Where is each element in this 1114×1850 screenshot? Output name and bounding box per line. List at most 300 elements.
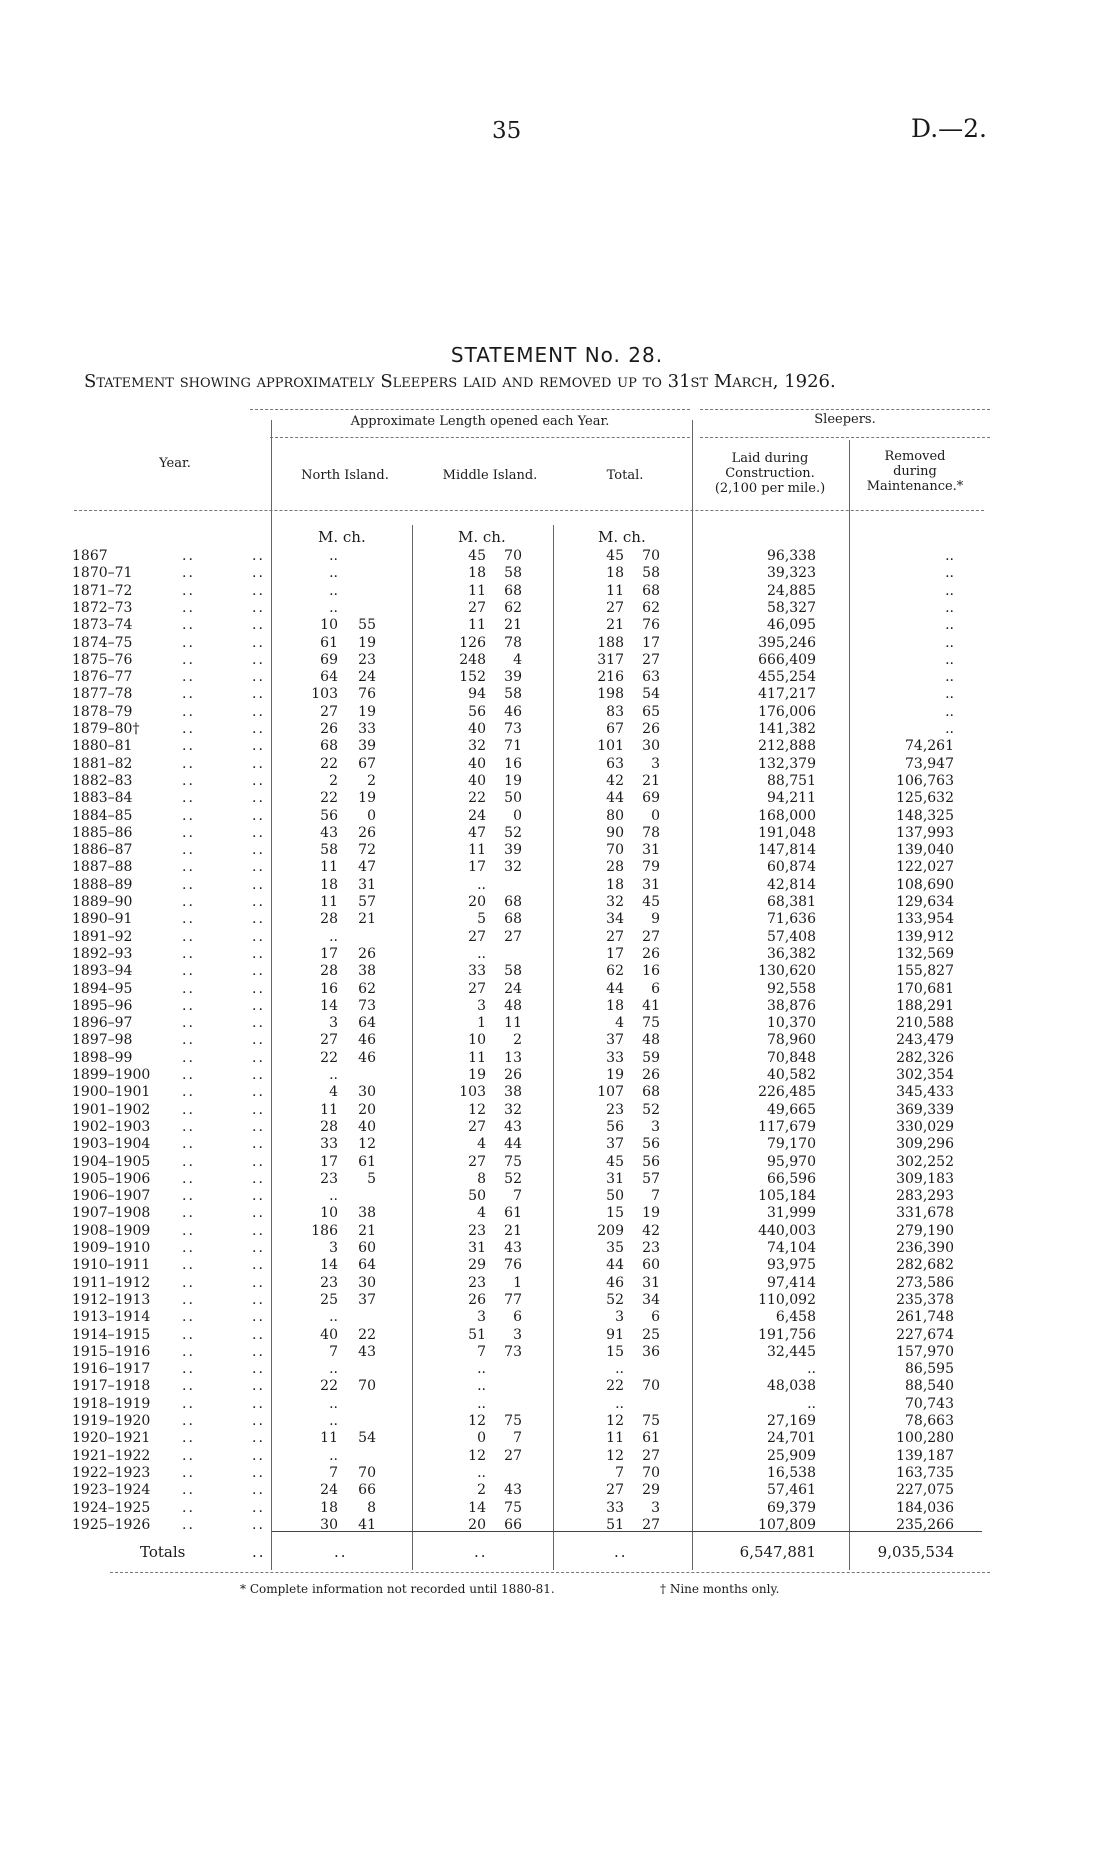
cell-tc: 7 — [651, 1188, 660, 1205]
cell-nm: 58 — [320, 842, 338, 859]
cell-laid: 226,485 — [758, 1084, 816, 1101]
cell-laid: 78,960 — [767, 1032, 816, 1049]
cell-nm: 186 — [311, 1222, 338, 1239]
leader-dots: .. — [252, 1447, 265, 1464]
leader-dots: .. — [182, 1205, 195, 1222]
cell-mm: 26 — [468, 1291, 486, 1308]
cell-rem: 137,993 — [896, 824, 954, 841]
cell-laid: 141,382 — [758, 721, 816, 737]
leader-dots: .. — [182, 997, 195, 1014]
cell-rem: 309,296 — [896, 1136, 954, 1153]
cell-nc: 23 — [358, 651, 376, 668]
cell-tc: 58 — [642, 565, 660, 582]
table-row — [0, 721, 1114, 738]
cell-year: 1885–86 — [72, 824, 133, 841]
table-row — [0, 877, 1114, 894]
cell-nc: 38 — [358, 1205, 376, 1222]
table-row — [0, 1050, 1114, 1067]
table-row — [0, 1015, 1114, 1032]
table-row — [0, 1119, 1114, 1136]
leader-dots: .. — [182, 1101, 195, 1118]
leader-dots: .. — [252, 599, 265, 616]
cell-rem: 108,690 — [896, 876, 954, 893]
leader-dots: .. — [252, 617, 265, 634]
cell-mm: 45 — [468, 548, 486, 564]
cell-mc: 75 — [504, 1413, 522, 1429]
units-total: M. ch. — [598, 528, 646, 546]
cell-tm: 27 — [606, 928, 624, 945]
cell-mc: 66 — [504, 1516, 522, 1533]
cell-tc: 79 — [642, 859, 660, 876]
cell-tc: 31 — [642, 1274, 660, 1291]
cell-laid: .. — [807, 1395, 816, 1412]
leader-dots: .. — [182, 582, 195, 599]
cell-tc: 30 — [642, 738, 660, 755]
leader-dots: .. — [252, 1240, 265, 1256]
table-row — [0, 1327, 1114, 1344]
leader-dots: .. — [182, 1291, 195, 1308]
totals-removed: 9,035,534 — [877, 1543, 954, 1561]
leader-dots: .. — [252, 669, 265, 686]
totals-middle: .. — [474, 1543, 488, 1561]
cell-laid: 117,679 — [758, 1118, 816, 1135]
table-row — [0, 1292, 1114, 1309]
cell-mc: 43 — [504, 1482, 522, 1499]
table-row — [0, 686, 1114, 703]
cell-year: 1908–1909 — [72, 1222, 151, 1239]
cell-year: 1917–1918 — [72, 1378, 151, 1395]
cell-nc: 76 — [358, 686, 376, 703]
cell-mc: 44 — [504, 1136, 522, 1153]
cell-tc: 60 — [642, 1257, 660, 1274]
cell-tm: 198 — [597, 686, 624, 703]
leader-dots: .. — [182, 1170, 195, 1187]
cell-mm: 27 — [468, 980, 486, 997]
cell-nc: 70 — [358, 1464, 376, 1481]
totals-total: .. — [614, 1543, 628, 1561]
cell-rem: 210,588 — [896, 1015, 954, 1032]
cell-tm: 12 — [606, 1413, 624, 1429]
cell-mm: 94 — [468, 686, 486, 703]
cell-laid: 168,000 — [758, 807, 816, 824]
table-row — [0, 1257, 1114, 1274]
leader-dots: .. — [252, 703, 265, 720]
leader-dots: .. — [182, 1447, 195, 1464]
cell-nc: 0 — [367, 807, 376, 824]
cell-tc: 6 — [651, 980, 660, 997]
cell-tc: 56 — [642, 1136, 660, 1153]
cell-tc: 31 — [642, 842, 660, 859]
table-row — [0, 929, 1114, 946]
header-middle-island: Middle Island. — [442, 468, 538, 483]
cell-laid: 27,169 — [767, 1413, 816, 1429]
table-row — [0, 1067, 1114, 1084]
cell-nm: .. — [329, 548, 338, 564]
cell-rem: 163,735 — [896, 1464, 954, 1481]
cell-nc: 20 — [358, 1101, 376, 1118]
cell-rem: .. — [945, 686, 954, 703]
cell-year: 1922–1923 — [72, 1464, 151, 1481]
cell-rem: 129,634 — [896, 894, 954, 910]
cell-year: 1921–1922 — [72, 1447, 151, 1464]
cell-rem: 88,540 — [905, 1378, 954, 1395]
cell-rem: .. — [945, 651, 954, 668]
cell-year: 1924–1925 — [72, 1499, 151, 1516]
cell-nc: 40 — [358, 1118, 376, 1135]
cell-nm: 22 — [320, 755, 338, 772]
cell-year: 1884–85 — [72, 807, 133, 824]
cell-tm: 188 — [597, 634, 624, 651]
cell-laid: 36,382 — [767, 945, 816, 962]
cell-year: 1913–1914 — [72, 1309, 151, 1326]
cell-tm: 28 — [606, 859, 624, 876]
cell-nc: 66 — [358, 1482, 376, 1499]
cell-nm: 17 — [320, 945, 338, 962]
footnote-star: * Complete information not recorded until 1880-81. — [240, 1582, 555, 1596]
leader-dots: .. — [182, 565, 195, 582]
leader-dots: .. — [252, 755, 265, 772]
cell-mc: 43 — [504, 1240, 522, 1256]
leader-dots: .. — [252, 859, 265, 876]
leader-dots: .. — [252, 1309, 265, 1326]
cell-rem: .. — [945, 617, 954, 634]
cell-year: 1919–1920 — [72, 1413, 151, 1429]
units-north: M. ch. — [318, 528, 366, 546]
cell-nm: 27 — [320, 703, 338, 720]
leader-dots: .. — [182, 1118, 195, 1135]
table-row — [0, 756, 1114, 773]
cell-mc: 48 — [504, 997, 522, 1014]
cell-nc: 19 — [358, 703, 376, 720]
cell-laid: 666,409 — [758, 651, 816, 668]
cell-tc: 34 — [642, 1291, 660, 1308]
cell-mc: 50 — [504, 790, 522, 807]
totals-laid: 6,547,881 — [739, 1543, 816, 1561]
leader-dots: .. — [252, 1482, 265, 1499]
cell-rem: 235,378 — [896, 1291, 954, 1308]
cell-nc: 30 — [358, 1084, 376, 1101]
cell-tm: 31 — [606, 1170, 624, 1187]
cell-mc: 73 — [504, 1343, 522, 1360]
leader-dots: .. — [252, 911, 265, 928]
leader-dots: .. — [182, 1015, 195, 1032]
cell-mm: 12 — [468, 1447, 486, 1464]
cell-nm: 11 — [320, 1430, 338, 1447]
cell-nm: .. — [329, 1447, 338, 1464]
cell-mm: 23 — [468, 1222, 486, 1239]
table-row — [0, 617, 1114, 634]
cell-rem: 125,632 — [896, 790, 954, 807]
leader-dots: .. — [182, 1464, 195, 1481]
cell-laid: 93,975 — [767, 1257, 816, 1274]
cell-tm: 21 — [606, 617, 624, 634]
leader-dots: .. — [182, 928, 195, 945]
cell-mc: 58 — [504, 963, 522, 980]
page-number: 35 — [492, 118, 522, 144]
cell-tm: 27 — [606, 599, 624, 616]
cell-tc: 61 — [642, 1430, 660, 1447]
table-row — [0, 859, 1114, 876]
cell-year: 1914–1915 — [72, 1326, 151, 1343]
cell-nc: 70 — [358, 1378, 376, 1395]
leader-dots: .. — [252, 1499, 265, 1516]
header-removed-line1: Removed — [884, 449, 946, 464]
cell-tc: 62 — [642, 599, 660, 616]
cell-mc: 7 — [513, 1188, 522, 1205]
cell-year: 1890–91 — [72, 911, 133, 928]
cell-rem: 273,586 — [896, 1274, 954, 1291]
header-laid — [695, 451, 845, 496]
leader-dots: .. — [182, 1067, 195, 1083]
cell-nm: 3 — [329, 1240, 338, 1256]
cell-rem: 188,291 — [896, 997, 954, 1014]
cell-mm: .. — [477, 1395, 486, 1412]
table-row — [0, 1430, 1114, 1447]
cell-rem: 227,674 — [896, 1326, 954, 1343]
header-north-island: North Island. — [301, 468, 389, 483]
cell-tm: 101 — [597, 738, 624, 755]
cell-year: 1889–90 — [72, 894, 133, 910]
cell-rem: .. — [945, 582, 954, 599]
leader-dots: .. — [252, 842, 265, 859]
cell-mm: 27 — [468, 1118, 486, 1135]
cell-laid: 105,184 — [758, 1188, 816, 1205]
cell-nc: 41 — [358, 1516, 376, 1533]
table-row — [0, 1240, 1114, 1257]
statement-heading: STATEMENT No. 28. — [450, 343, 664, 367]
leader-dots: .. — [252, 651, 265, 668]
cell-nm: 25 — [320, 1291, 338, 1308]
leader-dots: .. — [252, 565, 265, 582]
leader-dots: .. — [252, 582, 265, 599]
cell-nm: 10 — [320, 1205, 338, 1222]
cell-nm: 10 — [320, 617, 338, 634]
cell-mm: 3 — [477, 1309, 486, 1326]
leader-dots: .. — [252, 1015, 265, 1032]
leader-dots: .. — [252, 634, 265, 651]
cell-year: 1870–71 — [72, 565, 133, 582]
leader-dots: .. — [252, 876, 265, 893]
table-row — [0, 946, 1114, 963]
cell-tm: 45 — [606, 548, 624, 564]
cell-rem: 139,912 — [896, 928, 954, 945]
cell-tm: 33 — [606, 1049, 624, 1066]
cell-tc: 59 — [642, 1049, 660, 1066]
leader-dots: .. — [252, 1170, 265, 1187]
cell-nm: .. — [329, 1395, 338, 1412]
cell-tc: 26 — [642, 1067, 660, 1083]
header-rule — [700, 409, 990, 410]
table-row — [0, 1171, 1114, 1188]
cell-rem: 70,743 — [905, 1395, 954, 1412]
cell-rem: 170,681 — [896, 980, 954, 997]
cell-tm: 4 — [615, 1015, 624, 1032]
cell-mc: 68 — [504, 582, 522, 599]
cell-nc: 46 — [358, 1032, 376, 1049]
cell-rem: .. — [945, 721, 954, 737]
cell-year: 1905–1906 — [72, 1170, 151, 1187]
cell-nc: 5 — [367, 1170, 376, 1187]
cell-year: 1871–72 — [72, 582, 133, 599]
leader-dots: .. — [182, 1240, 195, 1256]
table-row — [0, 738, 1114, 755]
leader-dots: .. — [252, 1188, 265, 1205]
cell-nc: 57 — [358, 894, 376, 910]
leader-dots: .. — [182, 617, 195, 634]
cell-nc: 62 — [358, 980, 376, 997]
leader-dots: .. — [182, 721, 195, 737]
leader-dots: .. — [182, 1395, 195, 1412]
cell-mm: 0 — [477, 1430, 486, 1447]
cell-mm: 27 — [468, 928, 486, 945]
cell-rem: 261,748 — [896, 1309, 954, 1326]
cell-tm: 23 — [606, 1101, 624, 1118]
leader-dots: .. — [182, 824, 195, 841]
cell-year: 1918–1919 — [72, 1395, 151, 1412]
cell-laid: 107,809 — [758, 1516, 816, 1533]
cell-rem: 243,479 — [896, 1032, 954, 1049]
cell-tc: 52 — [642, 1101, 660, 1118]
cell-mm: 29 — [468, 1257, 486, 1274]
cell-nm: .. — [329, 1188, 338, 1205]
cell-mc: 6 — [513, 1309, 522, 1326]
cell-nm: 61 — [320, 634, 338, 651]
cell-rem: 184,036 — [896, 1499, 954, 1516]
cell-year: 1899–1900 — [72, 1067, 151, 1083]
cell-nm: 16 — [320, 980, 338, 997]
header-laid-line1: Laid during — [731, 451, 809, 466]
cell-mm: .. — [477, 1378, 486, 1395]
cell-nm: .. — [329, 1067, 338, 1083]
cell-mm: 3 — [477, 997, 486, 1014]
cell-nc: 38 — [358, 963, 376, 980]
footer-rule — [110, 1572, 990, 1573]
leader-dots: .. — [182, 651, 195, 668]
cell-nm: 23 — [320, 1170, 338, 1187]
cell-laid: 71,636 — [767, 911, 816, 928]
leader-dots: .. — [182, 1361, 195, 1378]
cell-nc: 12 — [358, 1136, 376, 1153]
table-row — [0, 808, 1114, 825]
leader-dots: .. — [182, 634, 195, 651]
cell-year: 1901–1902 — [72, 1101, 151, 1118]
leader-dots: .. — [182, 669, 195, 686]
cell-nc: 24 — [358, 669, 376, 686]
cell-rem: 235,266 — [896, 1516, 954, 1533]
cell-year: 1873–74 — [72, 617, 133, 634]
cell-laid: 130,620 — [758, 963, 816, 980]
cell-mm: 27 — [468, 1153, 486, 1170]
cell-mc: 21 — [504, 617, 522, 634]
leader-dots: .. — [252, 790, 265, 807]
cell-tm: 27 — [606, 1482, 624, 1499]
leader-dots: .. — [252, 1205, 265, 1222]
cell-mm: 7 — [477, 1343, 486, 1360]
cell-nm: 28 — [320, 911, 338, 928]
cell-laid: 40,582 — [767, 1067, 816, 1083]
cell-laid: 96,338 — [767, 548, 816, 564]
cell-year: 1888–89 — [72, 876, 133, 893]
cell-tm: 67 — [606, 721, 624, 737]
cell-year: 1879–80† — [72, 721, 140, 737]
cell-year: 1883–84 — [72, 790, 133, 807]
cell-laid: 417,217 — [758, 686, 816, 703]
cell-tm: 46 — [606, 1274, 624, 1291]
cell-rem: 330,029 — [896, 1118, 954, 1135]
cell-nm: 56 — [320, 807, 338, 824]
leader-dots: .. — [182, 1257, 195, 1274]
cell-tm: .. — [615, 1395, 624, 1412]
header-rule — [700, 437, 990, 438]
leader-dots: .. — [252, 807, 265, 824]
cell-rem: 369,339 — [896, 1101, 954, 1118]
cell-tm: 32 — [606, 894, 624, 910]
leader-dots: .. — [252, 1326, 265, 1343]
cell-nc: 19 — [358, 634, 376, 651]
cell-mm: 4 — [477, 1136, 486, 1153]
cell-mc: 21 — [504, 1222, 522, 1239]
cell-tm: 209 — [597, 1222, 624, 1239]
cell-tc: 69 — [642, 790, 660, 807]
cell-tm: 35 — [606, 1240, 624, 1256]
leader-dots: .. — [182, 980, 195, 997]
cell-mc: 4 — [513, 651, 522, 668]
cell-laid: 24,701 — [767, 1430, 816, 1447]
leader-dots: .. — [182, 1516, 195, 1533]
cell-tm: 15 — [606, 1205, 624, 1222]
cell-mm: 1 — [477, 1015, 486, 1032]
cell-nc: 55 — [358, 617, 376, 634]
cell-tc: 78 — [642, 824, 660, 841]
cell-mc: 61 — [504, 1205, 522, 1222]
cell-nm: 26 — [320, 721, 338, 737]
table-row — [0, 1205, 1114, 1222]
cell-nc: 2 — [367, 772, 376, 789]
cell-nc: 39 — [358, 738, 376, 755]
cell-tm: 7 — [615, 1464, 624, 1481]
cell-mc: 26 — [504, 1067, 522, 1083]
cell-laid: 92,558 — [767, 980, 816, 997]
cell-tc: 26 — [642, 721, 660, 737]
leader-dots: .. — [182, 842, 195, 859]
cell-mc: 52 — [504, 824, 522, 841]
cell-mc: 24 — [504, 980, 522, 997]
cell-mc: 76 — [504, 1257, 522, 1274]
cell-mm: 2 — [477, 1482, 486, 1499]
cell-tc: 57 — [642, 1170, 660, 1187]
cell-rem: 345,433 — [896, 1084, 954, 1101]
cell-year: 1877–78 — [72, 686, 133, 703]
cell-rem: 133,954 — [896, 911, 954, 928]
leader-dots: .. — [182, 1153, 195, 1170]
cell-nm: .. — [329, 565, 338, 582]
cell-laid: 68,381 — [767, 894, 816, 910]
cell-tc: 63 — [642, 669, 660, 686]
cell-mm: .. — [477, 1464, 486, 1481]
cell-mc: 78 — [504, 634, 522, 651]
cell-nc: 31 — [358, 876, 376, 893]
cell-year: 1900–1901 — [72, 1084, 151, 1101]
cell-rem: .. — [945, 634, 954, 651]
cell-mc: 75 — [504, 1499, 522, 1516]
cell-mm: 31 — [468, 1240, 486, 1256]
cell-tm: 62 — [606, 963, 624, 980]
units-middle: M. ch. — [458, 528, 506, 546]
cell-tm: 107 — [597, 1084, 624, 1101]
cell-tm: 317 — [597, 651, 624, 668]
cell-tm: 50 — [606, 1188, 624, 1205]
cell-laid: 49,665 — [767, 1101, 816, 1118]
